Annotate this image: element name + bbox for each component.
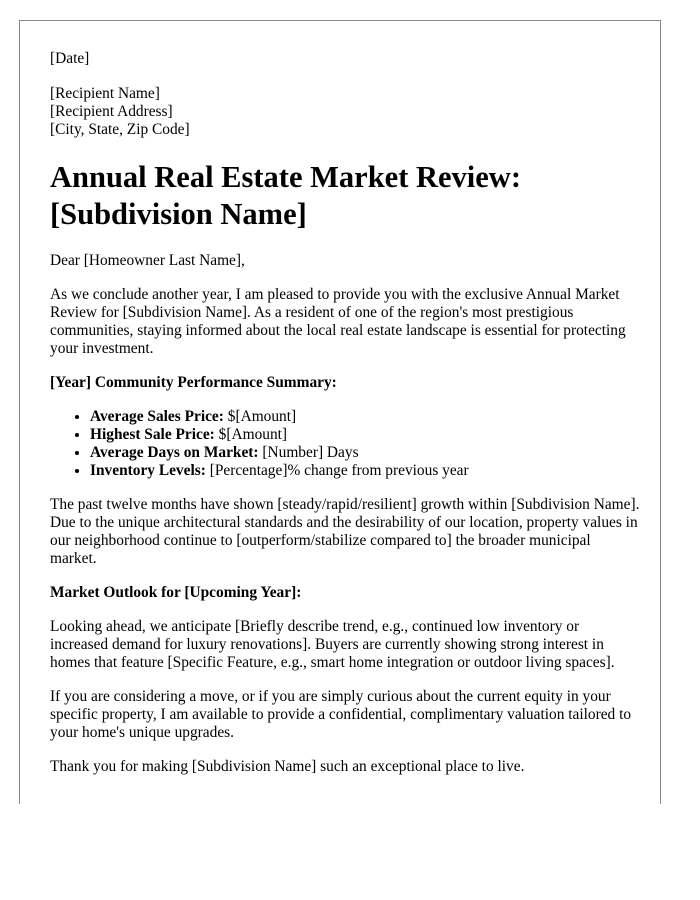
growth-paragraph: The past twelve months have shown [steady/rapid/resilient] growth within [Subdivision Name]. Due to the unique architectural standards and the desirability of our location, property values in our neighborhood continue to [outperform/stabilize compared to] the broader municipal market.	[50, 496, 640, 567]
title-line-2: [Subdivision Name]	[50, 197, 307, 231]
stat-label: Average Sales Price:	[90, 408, 224, 425]
intro-paragraph: As we conclude another year, I am pleased to provide you with the exclusive Annual Market Review for [Subdivision Name]. As a resident of one of the region's most prestigious communities, staying informed about the local real estate landscape is essential for protecting your investment.	[50, 286, 626, 357]
letter-title	[50, 159, 640, 233]
closing-line: Thank you for making [Subdivision Name] such an exceptional place to live.	[50, 758, 525, 775]
recipient-name: [Recipient Name]	[50, 85, 160, 102]
stat-value: [Number] Days	[258, 444, 359, 461]
letter-page	[19, 20, 661, 804]
stat-value: $[Amount]	[223, 408, 297, 425]
recipient-block	[50, 85, 640, 139]
stat-label: Average Days on Market:	[90, 444, 259, 461]
stats-list	[50, 408, 640, 480]
stat-label: Inventory Levels:	[90, 462, 206, 479]
title-line-1: Annual Real Estate Market Review:	[50, 160, 521, 194]
stat-value: $[Amount]	[214, 426, 288, 443]
outlook-heading: Market Outlook for [Upcoming Year]:	[50, 584, 302, 601]
stat-item	[90, 444, 640, 462]
stat-value: [Percentage]% change from previous year	[205, 462, 469, 479]
summary-heading: [Year] Community Performance Summary:	[50, 374, 337, 391]
recipient-address: [Recipient Address]	[50, 103, 173, 120]
letter-content	[50, 21, 640, 776]
stat-item	[90, 462, 640, 480]
stat-item	[90, 408, 640, 426]
greeting: Dear [Homeowner Last Name],	[50, 252, 245, 269]
date-line: [Date]	[50, 50, 90, 67]
stat-label: Highest Sale Price:	[90, 426, 215, 443]
outlook-paragraph: Looking ahead, we anticipate [Briefly describe trend, e.g., continued low inventory or increased demand for luxury renovations]. Buyers are currently showing strong interest in homes that feature [Specific Feature, e.g., smart home integration or outdoor living spaces].	[50, 618, 615, 671]
recipient-city: [City, State, Zip Code]	[50, 121, 190, 138]
valuation-paragraph: If you are considering a move, or if you are simply curious about the current equity in your specific property, I am available to provide a confidential, complimentary valuation tailored to your home's unique upgrades.	[50, 688, 632, 741]
stat-item	[90, 426, 640, 444]
